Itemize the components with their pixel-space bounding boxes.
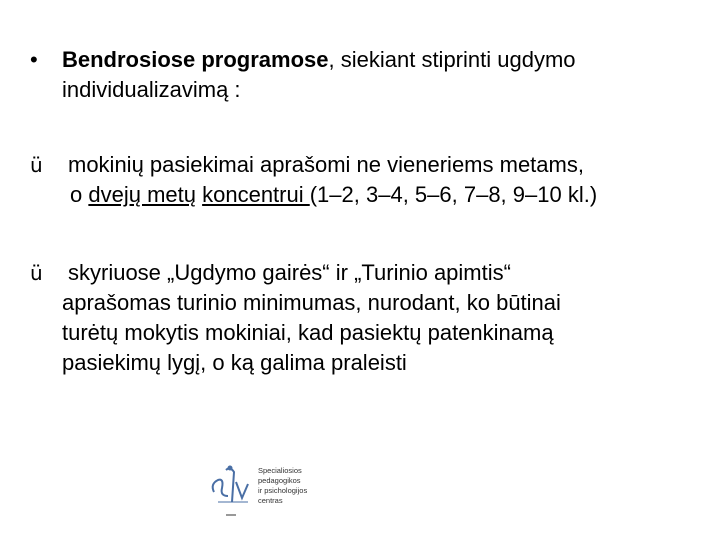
- intro-text: [62, 45, 700, 105]
- item1-line1: mokinių pasiekimai aprašomi ne vieneriems metams,: [68, 152, 584, 177]
- check-item-2: [30, 258, 710, 378]
- logo-line-1: Specialiosios: [258, 466, 302, 475]
- checkmark-icon: ü: [30, 153, 43, 177]
- item1-underline-1: dvejų metų: [88, 182, 196, 207]
- item1-line2-pre: o: [70, 182, 89, 207]
- intro-bullet: [30, 45, 700, 105]
- bullet-dot: •: [30, 47, 38, 72]
- item1-line2: [68, 180, 710, 210]
- check-item-1: [30, 150, 710, 210]
- logo-mark-icon: [208, 462, 256, 522]
- logo-line-2: pedagogikos: [258, 476, 301, 485]
- checkmark-icon: ü: [30, 261, 43, 285]
- logo-text: [258, 466, 307, 506]
- item2-line4: pasiekimų lygį, o ką galima praleisti: [62, 350, 407, 375]
- item1-underline-2: koncentrui: [202, 182, 310, 207]
- logo-line-3: ir psichologijos: [258, 486, 308, 495]
- logo-line-4: centras: [258, 496, 283, 505]
- intro-rest: , siekiant stiprinti ugdymo: [328, 47, 576, 72]
- item1-line2-post: (1–2, 3–4, 5–6, 7–8, 9–10 kl.): [309, 182, 598, 207]
- intro-bold: Bendrosiose programose: [62, 47, 329, 72]
- centre-logo: [208, 462, 318, 522]
- check-item-1-text: [68, 150, 710, 210]
- item2-line3: turėtų mokytis mokiniai, kad pasiektų patenkinamą: [62, 320, 554, 345]
- intro-line2: individualizavimą :: [62, 77, 241, 102]
- check-item-2-text: [62, 258, 710, 378]
- item2-line1: skyriuose „Ugdymo gairės“ ir „Turinio apimtis“: [68, 260, 511, 285]
- item2-line2: aprašomas turinio minimumas, nurodant, ko būtinai: [62, 290, 561, 315]
